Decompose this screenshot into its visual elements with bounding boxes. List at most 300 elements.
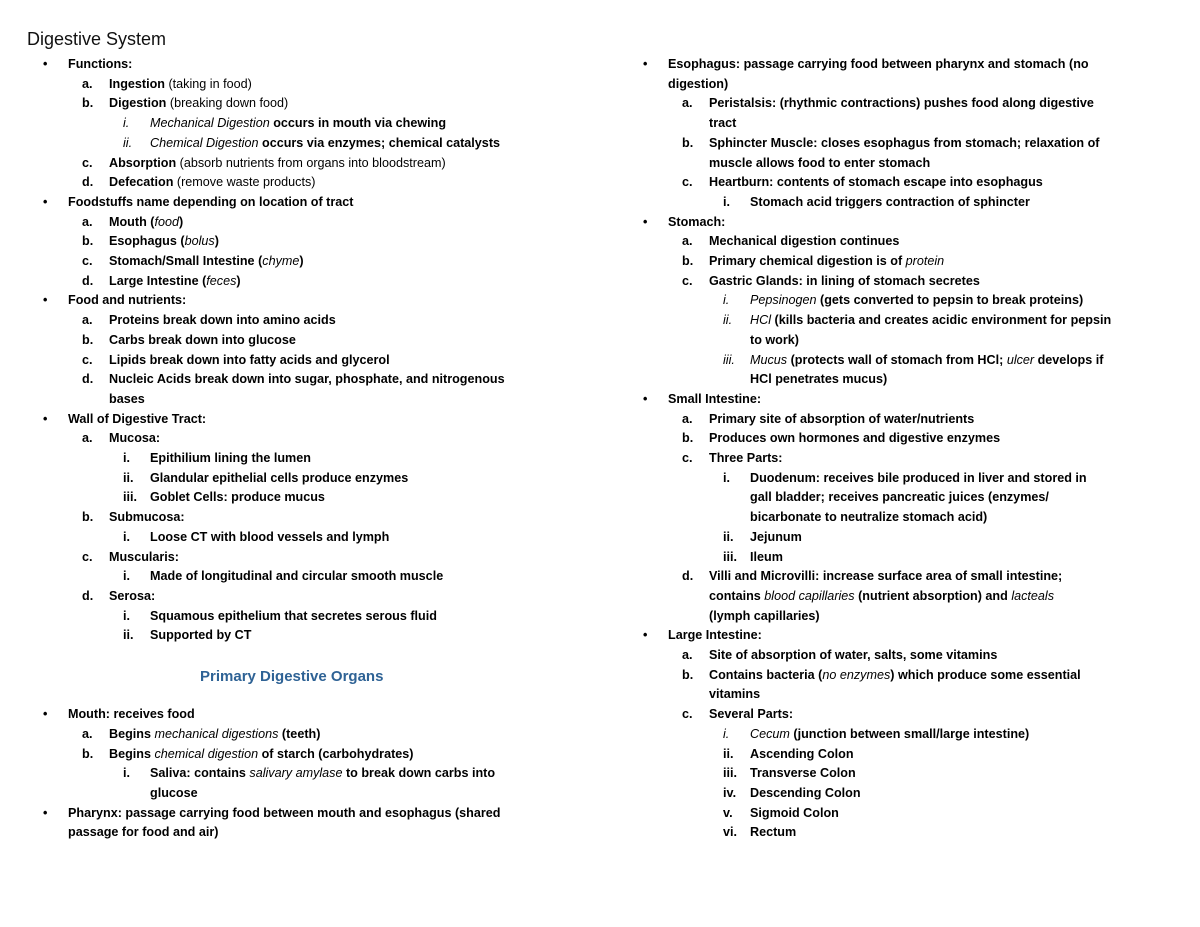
list-item-text: [109, 429, 160, 449]
list-marker: b.: [82, 234, 94, 249]
list-item: [600, 567, 1200, 587]
list-item-text: [709, 646, 997, 666]
text-run: Lipids break down into fatty acids and glycerol: [109, 352, 390, 367]
text-run: Absorption: [109, 155, 180, 170]
list-marker: b.: [682, 254, 694, 268]
list-item-text: [709, 429, 1000, 449]
list-item-text: [109, 311, 336, 331]
text-run: Loose CT with blood vessels and lymph: [150, 529, 390, 544]
list-item-text: [150, 469, 408, 489]
list-item-text: [109, 232, 219, 252]
list-item-text: [750, 193, 1030, 213]
list-item-text: [709, 94, 1094, 114]
text-run: Ileum: [750, 549, 783, 564]
text-run: Descending Colon: [750, 785, 861, 800]
list-item-text: [750, 508, 987, 528]
text-run: (protects wall of stomach from HCl;: [787, 352, 1007, 367]
text-run: Transverse Colon: [750, 766, 856, 781]
list-item-text: [709, 154, 930, 174]
list-marker: d.: [82, 372, 94, 387]
list-item: [600, 804, 1200, 824]
list-item-text: [150, 784, 198, 804]
list-item: [600, 548, 1200, 568]
list-item-text: [709, 685, 760, 705]
document-title: Digestive System: [27, 29, 167, 49]
list-item-text: [709, 449, 783, 469]
list-item: [600, 351, 1200, 371]
list-item-text: [150, 764, 495, 784]
list-item: [600, 173, 1200, 193]
list-item: [600, 469, 1200, 489]
list-item-text: [750, 291, 1083, 311]
list-marker: b.: [82, 332, 94, 347]
text-run: Proteins break down into amino acids: [109, 313, 336, 328]
list-item-text: [150, 528, 389, 548]
text-run: Heartburn: contents of stomach escape into esophagus: [709, 175, 1043, 190]
list-item-text: [709, 272, 980, 292]
list-item-text: [750, 764, 856, 784]
list-item: [0, 94, 600, 114]
text-run: Made of longitudinal and circular smooth muscle: [150, 569, 444, 584]
text-run: Saliva: contains: [150, 766, 250, 781]
list-item-text: [709, 410, 974, 430]
list-item-text: [150, 114, 446, 134]
list-marker: a.: [682, 648, 693, 662]
list-item: [0, 823, 600, 843]
text-run: Defecation: [109, 175, 177, 190]
list-marker: b.: [82, 96, 94, 111]
list-marker: ii.: [123, 470, 134, 485]
text-run: Food and nutrients:: [68, 293, 187, 308]
list-item: [600, 291, 1200, 311]
text-run: ) which produce some essential: [890, 667, 1081, 682]
list-item: [600, 784, 1200, 804]
list-item: [0, 488, 600, 508]
list-item-text: [668, 213, 725, 233]
list-item: [0, 725, 600, 745]
list-item: [0, 173, 600, 193]
list-item-text: [109, 390, 145, 410]
list-marker: i.: [123, 766, 130, 781]
text-run: Site of absorption of water, salts, some vitamins: [709, 648, 998, 662]
list-item-text: [668, 626, 762, 646]
list-item-text: [709, 587, 1054, 607]
list-marker: vi.: [723, 825, 738, 840]
list-marker: a.: [682, 234, 693, 249]
list-item: [600, 55, 1200, 75]
list-marker: b.: [682, 667, 694, 682]
list-item-text: [668, 55, 1089, 75]
list-marker: c.: [682, 707, 693, 722]
list-marker: c.: [682, 273, 693, 288]
list-marker: a.: [82, 431, 93, 446]
bullet-marker: •: [43, 194, 48, 209]
list-marker: iii.: [123, 490, 137, 505]
list-marker: i.: [123, 116, 130, 131]
text-run: of starch (carbohydrates): [258, 746, 414, 761]
text-run: Villi and Microvilli: increase surface area of small intestine;: [709, 569, 1063, 584]
text-run: Begins: [109, 746, 155, 761]
list-item-text: [709, 567, 1062, 587]
list-marker: i.: [723, 726, 730, 741]
text-run: contains: [709, 588, 765, 603]
text-run: mechanical digestions: [154, 726, 279, 741]
list-marker: i.: [723, 293, 730, 308]
list-item: [0, 626, 600, 646]
text-run: Large Intestine:: [668, 628, 762, 643]
text-run: digestion): [668, 76, 729, 91]
list-marker: i.: [123, 608, 130, 623]
list-item-text: [109, 173, 315, 193]
text-run: ): [178, 214, 184, 229]
list-item-text: [750, 823, 796, 843]
list-item-text: [750, 725, 1029, 745]
list-item-text: [109, 351, 390, 371]
list-item-text: [709, 134, 1100, 154]
text-run: (gets converted to pepsin to break proteins): [816, 293, 1084, 308]
list-item: [0, 311, 600, 331]
text-run: Foodstuffs name depending on location of tract: [68, 194, 354, 209]
text-run: (absorb nutrients from organs into bloodstream): [179, 155, 446, 170]
text-run: Several Parts:: [709, 707, 794, 722]
text-run: Stomach/Small Intestine (: [109, 254, 263, 268]
bullet-marker: •: [643, 57, 648, 71]
text-run: Squamous epithelium that secretes serous fluid: [150, 608, 437, 623]
text-run: Stomach:: [668, 214, 726, 229]
list-item: [0, 449, 600, 469]
list-marker: ii.: [123, 628, 134, 643]
list-item: [600, 685, 1200, 705]
list-marker: c.: [82, 254, 93, 268]
list-item: [600, 508, 1200, 528]
list-item: [600, 646, 1200, 666]
text-run: food: [154, 214, 179, 229]
text-run: bolus: [184, 234, 215, 249]
text-run: Contains bacteria (: [709, 667, 823, 682]
list-item: [0, 587, 600, 607]
text-run: Digestion: [109, 96, 170, 111]
list-item: [600, 114, 1200, 134]
list-item: [600, 705, 1200, 725]
list-item: [600, 528, 1200, 548]
text-run: Large Intestine (: [109, 273, 207, 288]
text-run: bases: [109, 391, 145, 406]
list-item: [0, 213, 600, 233]
list-item: [0, 410, 600, 430]
list-marker: a.: [82, 313, 93, 328]
list-item: [600, 607, 1200, 627]
list-item: [0, 390, 600, 410]
text-run: develops if: [1034, 352, 1104, 367]
list-marker: c.: [82, 155, 93, 170]
list-item: [0, 548, 600, 568]
list-marker: b.: [82, 510, 94, 525]
list-item: [600, 429, 1200, 449]
list-item: [0, 75, 600, 95]
bullet-marker: •: [43, 707, 48, 722]
text-run: ): [299, 254, 304, 268]
list-item: [600, 311, 1200, 331]
list-item-text: [109, 94, 288, 114]
list-item: [600, 626, 1200, 646]
list-item-text: [150, 567, 443, 587]
text-run: Primary chemical digestion is of: [709, 254, 906, 268]
text-run: protein: [905, 254, 945, 268]
list-item: [600, 587, 1200, 607]
text-run: Peristalsis: (rhythmic contractions) pushes food along digestive: [709, 96, 1094, 111]
text-run: (nutrient absorption) and: [854, 588, 1012, 603]
text-run: Begins: [109, 726, 155, 741]
list-item-text: [109, 745, 413, 765]
list-item-text: [150, 449, 311, 469]
list-item-text: [109, 508, 185, 528]
list-marker: c.: [682, 175, 693, 190]
text-run: no enzymes: [822, 667, 891, 682]
list-item: [600, 134, 1200, 154]
list-item: [600, 764, 1200, 784]
list-marker: i.: [123, 529, 130, 544]
list-item: [600, 823, 1200, 843]
text-run: feces: [206, 273, 237, 288]
list-item: [0, 804, 600, 824]
list-item: [0, 331, 600, 351]
section-heading: Primary Digestive Organs: [200, 667, 384, 685]
list-item-text: [68, 291, 186, 311]
text-run: Supported by CT: [150, 628, 252, 643]
text-run: Serosa:: [109, 588, 156, 603]
list-item: [0, 764, 600, 784]
text-run: HCl penetrates mucus): [750, 372, 888, 387]
list-marker: iii.: [723, 766, 737, 781]
text-run: ): [214, 234, 219, 249]
list-item-text: [68, 410, 206, 430]
text-run: muscle allows food to enter stomach: [709, 155, 931, 170]
text-run: (kills bacteria and creates acidic environment for pepsin: [771, 313, 1112, 328]
list-item: [600, 725, 1200, 745]
list-marker: d.: [82, 588, 94, 603]
text-run: Pepsinogen: [750, 293, 817, 308]
list-item-text: [109, 331, 296, 351]
list-item: [600, 390, 1200, 410]
list-item: [0, 705, 600, 725]
list-item-text: [68, 823, 218, 843]
list-item: [600, 666, 1200, 686]
list-item: [600, 745, 1200, 765]
bullet-marker: •: [643, 214, 648, 229]
text-run: Glandular epithelial cells produce enzymes: [150, 470, 409, 485]
list-item: [600, 94, 1200, 114]
list-item: [600, 488, 1200, 508]
list-item-text: [750, 528, 802, 548]
text-run: salivary amylase: [249, 766, 343, 781]
text-run: chemical digestion: [154, 746, 259, 761]
list-marker: d.: [682, 569, 694, 584]
list-item-text: [109, 154, 446, 174]
list-item-text: [109, 272, 241, 292]
text-run: (junction between small/large intestine): [789, 726, 1030, 741]
list-marker: iv.: [723, 785, 737, 800]
text-run: Mechanical digestion continues: [709, 234, 900, 249]
text-run: Sigmoid Colon: [750, 805, 839, 820]
list-marker: b.: [682, 135, 694, 150]
list-item: [600, 272, 1200, 292]
list-marker: a.: [82, 214, 93, 229]
list-item: [0, 370, 600, 390]
list-marker: a.: [82, 726, 93, 741]
list-marker: b.: [82, 746, 94, 761]
list-marker: b.: [682, 431, 694, 446]
text-run: occurs in mouth via chewing: [269, 116, 447, 131]
list-marker: c.: [82, 352, 93, 367]
text-run: Stomach acid triggers contraction of sphincter: [750, 194, 1030, 209]
list-item: [0, 291, 600, 311]
bullet-marker: •: [43, 805, 48, 820]
list-item: [0, 272, 600, 292]
list-marker: c.: [682, 451, 693, 465]
list-marker: a.: [682, 96, 693, 111]
list-item: [0, 469, 600, 489]
list-item-text: [750, 745, 854, 765]
list-item: [0, 351, 600, 371]
text-run: Functions:: [68, 57, 133, 71]
list-marker: i.: [723, 470, 730, 485]
text-run: gall bladder; receives pancreatic juices (enzymes/: [750, 490, 1049, 505]
list-item-text: [709, 607, 820, 627]
list-item-text: [709, 705, 793, 725]
list-item-text: [750, 469, 1087, 489]
text-run: ulcer: [1006, 352, 1035, 367]
text-run: Sphincter Muscle: closes esophagus from stomach; relaxation of: [709, 135, 1100, 150]
list-item: [0, 528, 600, 548]
list-item-text: [150, 488, 325, 508]
list-item-text: [709, 173, 1043, 193]
text-run: Small Intestine:: [668, 391, 762, 406]
list-item-text: [750, 784, 861, 804]
list-item: [600, 193, 1200, 213]
text-run: Esophagus (: [109, 234, 185, 249]
list-item: [600, 213, 1200, 233]
text-run: Mucosa:: [109, 431, 161, 446]
list-marker: a.: [682, 411, 693, 426]
text-run: Goblet Cells: produce mucus: [150, 490, 325, 505]
list-item: [0, 134, 600, 154]
text-run: (remove waste products): [176, 175, 316, 190]
bullet-marker: •: [643, 628, 648, 643]
text-run: occurs via enzymes; chemical catalysts: [258, 135, 501, 150]
list-item: [600, 232, 1200, 252]
list-item: [0, 784, 600, 804]
list-marker: d.: [82, 273, 94, 288]
list-item: [0, 193, 600, 213]
text-run: Nucleic Acids break down into sugar, phosphate, and nitrogenous: [109, 372, 505, 387]
list-marker: ii.: [123, 135, 133, 150]
text-run: Wall of Digestive Tract:: [68, 411, 207, 426]
text-run: to work): [750, 332, 799, 347]
list-item: [600, 75, 1200, 95]
text-run: blood capillaries: [764, 588, 855, 603]
list-item-text: [68, 193, 353, 213]
list-item-text: [750, 370, 887, 390]
list-item-text: [109, 725, 320, 745]
text-run: (breaking down food): [169, 96, 289, 111]
list-item-text: [668, 75, 728, 95]
bullet-marker: •: [43, 411, 48, 426]
text-run: vitamins: [709, 687, 761, 702]
list-item: [0, 429, 600, 449]
list-marker: i.: [123, 569, 130, 584]
text-run: lacteals: [1011, 588, 1055, 603]
text-run: Epithilium lining the lumen: [150, 451, 311, 465]
list-item: [600, 154, 1200, 174]
list-item: [0, 114, 600, 134]
text-run: Ingestion: [109, 76, 169, 91]
list-item-text: [68, 55, 132, 75]
text-run: tract: [709, 116, 737, 131]
text-run: Duodenum: receives bile produced in liver and stored in: [750, 470, 1087, 485]
list-marker: d.: [82, 175, 94, 190]
text-run: to break down carbs into: [342, 766, 496, 781]
text-run: Mechanical Digestion: [150, 116, 270, 131]
list-item-text: [109, 370, 505, 390]
list-item: [0, 508, 600, 528]
list-item-text: [709, 252, 944, 272]
text-run: Chemical Digestion: [150, 135, 259, 150]
list-item-text: [668, 390, 761, 410]
list-marker: ii.: [723, 313, 733, 328]
text-run: Jejunum: [750, 529, 802, 544]
list-item: [600, 410, 1200, 430]
text-run: Produces own hormones and digestive enzymes: [709, 431, 1001, 446]
list-item-text: [709, 232, 899, 252]
list-item: [600, 370, 1200, 390]
list-item-text: [150, 134, 500, 154]
text-run: Esophagus: passage carrying food between pharynx and stomach (no: [668, 57, 1089, 71]
list-item-text: [750, 548, 783, 568]
list-item-text: [109, 548, 179, 568]
text-run: (teeth): [278, 726, 321, 741]
list-marker: ii.: [723, 746, 734, 761]
list-item: [0, 232, 600, 252]
list-item: [600, 449, 1200, 469]
text-run: Cecum: [750, 726, 790, 741]
list-item: [0, 55, 600, 75]
text-run: Mucus: [750, 352, 788, 367]
list-item-text: [750, 804, 839, 824]
list-marker: iii.: [723, 352, 735, 367]
text-run: Mouth (: [109, 214, 155, 229]
list-item: [0, 154, 600, 174]
list-marker: iii.: [723, 549, 737, 564]
list-marker: a.: [82, 76, 93, 91]
list-marker: v.: [723, 805, 733, 820]
text-run: ): [236, 273, 241, 288]
text-run: Gastric Glands: in lining of stomach secretes: [709, 273, 980, 288]
list-item-text: [109, 252, 304, 272]
text-run: Submucosa:: [109, 510, 185, 525]
text-run: Primary site of absorption of water/nutrients: [709, 411, 975, 426]
text-run: bicarbonate to neutralize stomach acid): [750, 510, 988, 525]
list-item-text: [150, 607, 437, 627]
list-item-text: [109, 587, 155, 607]
list-marker: i.: [723, 194, 730, 209]
list-marker: c.: [82, 549, 93, 564]
text-run: glucose: [150, 785, 198, 800]
list-item: [0, 252, 600, 272]
list-item: [600, 252, 1200, 272]
list-item-text: [750, 331, 799, 351]
text-run: Carbs break down into glucose: [109, 332, 296, 347]
text-run: Ascending Colon: [750, 746, 854, 761]
